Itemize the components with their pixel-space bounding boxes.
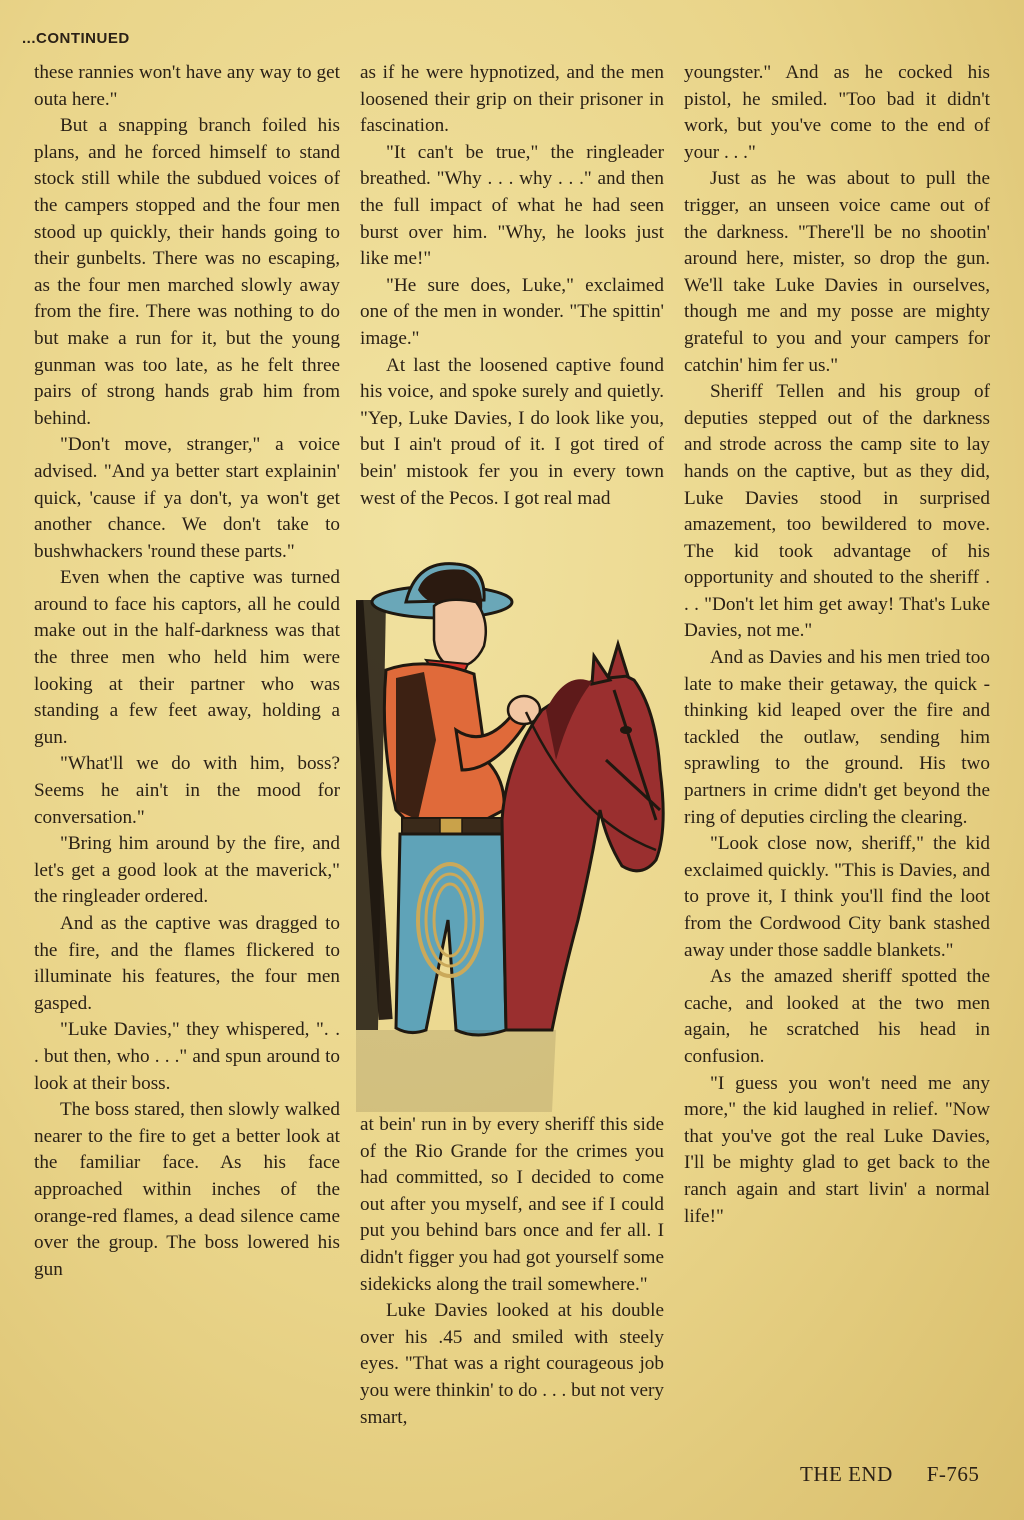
paragraph: "Look close now, sheriff," the kid exclaimed quickly. "This is Davies, and to prove it, I think you'll find the loot from the Cordwood City bank stashed away under those saddle blankets." — [684, 833, 990, 961]
paragraph: As the amazed sheriff spotted the cache, and looked at the two men again, he scratched his head in confusion. — [684, 966, 990, 1067]
text-column-2-bottom — [360, 1112, 664, 1431]
paragraph: "It can't be true," the ringleader breathed. "Why . . . why . . ." and then the full impact of what he had seen burst over him. "Why, he looks just like me!" — [360, 141, 664, 270]
paragraph: these rannies won't have any way to get outa here." — [34, 62, 340, 110]
paragraph: Just as he was about to pull the trigger, an unseen voice came out of the darkness. "There'll be no shootin' around here, mister, so drop the gun. We'll take Luke Davies in ourselves, though me and my posse are mighty grateful to you and your campers for catchin' him fer us." — [684, 168, 990, 376]
continued-label: ...CONTINUED — [22, 30, 130, 47]
paragraph: "What'll we do with him, boss? Seems he ain't in the mood for conversation." — [34, 753, 340, 828]
paragraph: And as Davies and his men tried too late to make their getaway, the quick - thinking kid leaped over the fire and tackled the outlaw, sending him sprawling to the ground. His two partners in crime didn't get beyond the ring of deputies circling the clearing. — [684, 647, 990, 828]
paragraph: At last the loosened captive found his voice, and spoke surely and quietly. "Yep, Luke Davies, I do look like you, but I ain't proud of it. I got tired of bein' mistook fer you in every town west of the Pecos. I got real mad — [360, 354, 664, 509]
paragraph: "Don't move, stranger," a voice advised. "And ya better start explainin' quick, 'cause if ya don't, ya won't get another chance. We don't take to bushwhackers 'round these parts." — [34, 434, 340, 562]
paragraph: "Luke Davies," they whispered, ". . . but then, who . . ." and spun around to look at their boss. — [34, 1019, 340, 1094]
cowboy-on-horse-illustration — [356, 560, 672, 1112]
paragraph: And as the captive was dragged to the fire, and the flames flickered to illuminate his features, the four men gasped. — [34, 913, 340, 1014]
story-end-line — [800, 1462, 1000, 1487]
paragraph: youngster." And as he cocked his pistol, he smiled. "Too bad it didn't work, but you've come to the end of your . . ." — [684, 62, 990, 163]
paragraph: "Bring him around by the fire, and let's get a good look at the maverick," the ringleader ordered. — [34, 833, 340, 908]
paragraph: The boss stared, then slowly walked nearer to the fire to get a better look at the familiar face. As his face approached within inches of the orange-red flames, a dead silence came over the group. The boss lowered his gun — [34, 1099, 340, 1280]
paragraph: Even when the captive was turned around to face his captors, all he could make out in the half-darkness was that the three men who held him were looking at their partner who was standing a few feet away, holding a gun. — [34, 567, 340, 748]
text-column-3 — [684, 60, 990, 1230]
paragraph: as if he were hypnotized, and the men loosened their grip on their prisoner in fascination. — [360, 62, 664, 137]
paragraph: But a snapping branch foiled his plans, and he forced himself to stand stock still while the subdued voices of the campers stopped and the four men stood up quickly, their hands going to their gunbelts. There was no escaping, as the four men marched slowly away from the fire. There was nothing to do but make a run for it, but the young gunman was too late, as he felt three pairs of strong hands grab him from behind. — [34, 115, 340, 429]
text-column-2-top — [360, 60, 664, 512]
the-end-label: THE END — [800, 1462, 893, 1486]
paragraph: "He sure does, Luke," exclaimed one of the men in wonder. "The spittin' image." — [360, 274, 664, 349]
paragraph: "I guess you won't need me any more," the kid laughed in relief. "Now that you've got the real Luke Davies, I'll be mighty glad to get back to the ranch again and start livin' a normal life!" — [684, 1072, 990, 1227]
paragraph: Luke Davies looked at his double over his .45 and smiled with steely eyes. "That was a right courageous job you were thinkin' to do . . . but not very smart, — [360, 1300, 664, 1428]
text-column-1 — [34, 60, 340, 1283]
paragraph: Sheriff Tellen and his group of deputies stepped out of the darkness and strode across the camp site to lay hands on the captive, but as they did, Luke Davies stood in surprised amazement, too bewildered to move. The kid took advantage of his opportunity and shouted to the sheriff . . . "Don't let him get away! That's Luke Davies, not me." — [684, 381, 990, 642]
paragraph: at bein' run in by every sheriff this side of the Rio Grande for the crimes you had committed, so I decided to come out after you myself, and see if I could put you behind bars once and fer all. I didn't figger you had got yourself some sidekicks along the trail somewhere." — [360, 1114, 664, 1295]
page-code: F-765 — [926, 1462, 980, 1486]
